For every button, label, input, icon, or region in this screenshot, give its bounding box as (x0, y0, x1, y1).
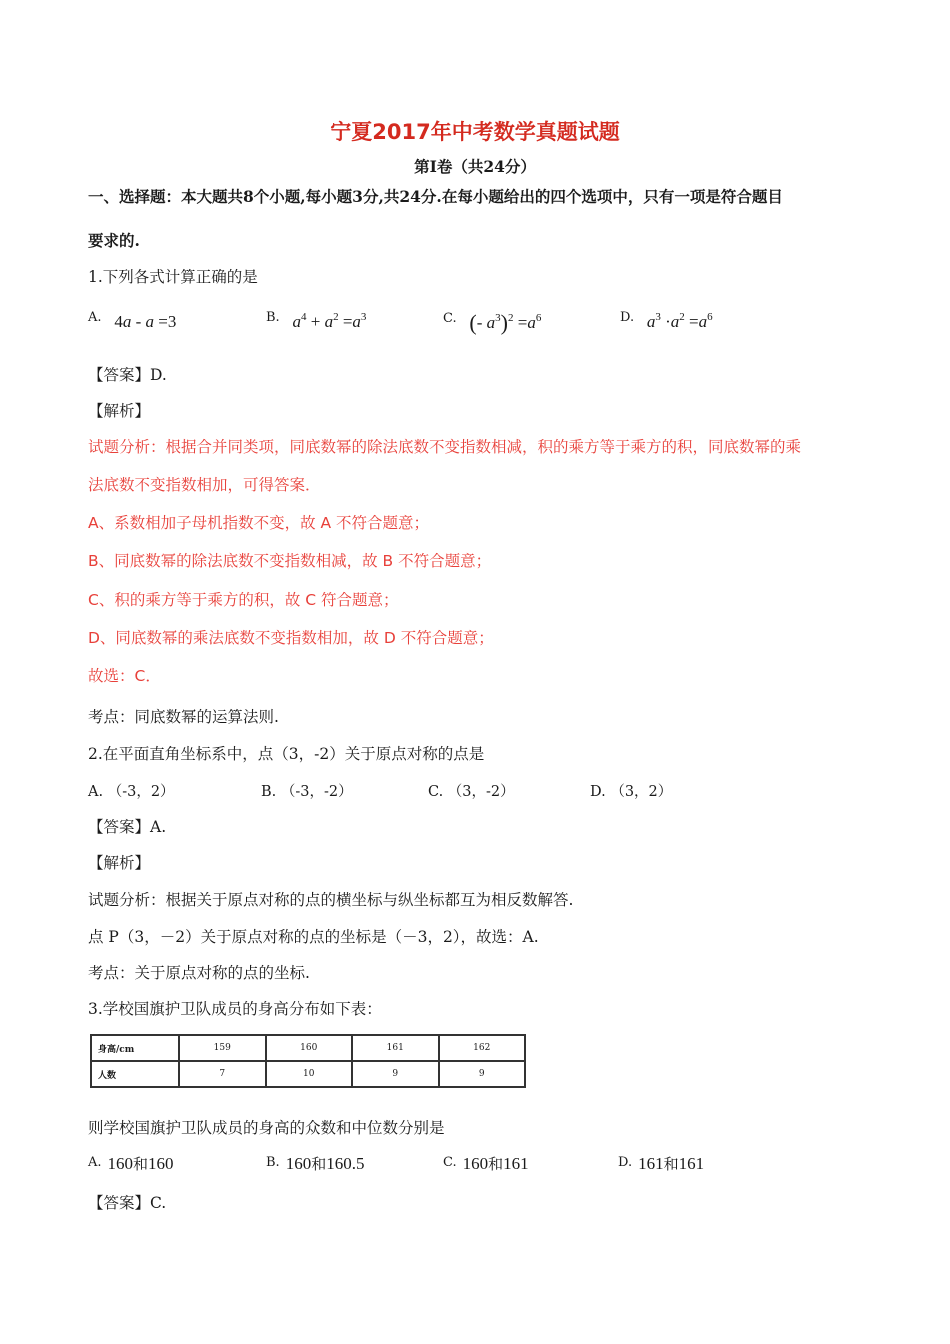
option-tag: C. (443, 311, 457, 326)
q2-answer: 【答案】A. (88, 818, 167, 836)
q2-analysis-line: 点 P（3，－2）关于原点对称的点的坐标是（－3，2），故选：A. (88, 928, 539, 946)
option-value: 161 (638, 1154, 664, 1173)
q2-analysis-line: 试题分析：根据关于原点对称的点的横坐标与纵坐标都互为相反数解答. (88, 891, 574, 909)
q1-analysis-line: 试题分析：根据合并同类项，同底数幂的除法底数不变指数相减，积的乘方等于乘方的积，同底数幂的乘 (88, 438, 802, 456)
formula: 4a - a =3 (114, 312, 177, 331)
option-tag: A. (88, 310, 102, 325)
option-tag: A. (88, 1155, 102, 1170)
q1-answer: 【答案】D. (88, 366, 167, 384)
formula: $a^3 \cdot a^2 =a^6$ (646, 311, 713, 331)
q1-option-a (88, 310, 176, 332)
section-heading: 一、选择题：本大题共8个小题,每小题3分,共24分.在每小题给出的四个选项中，只有一项是符合题目 (88, 187, 783, 206)
option-value: 160 (285, 1154, 312, 1173)
option-and: 和 (311, 1155, 327, 1173)
q1-option-d (620, 310, 713, 332)
table-cell: 9 (439, 1061, 526, 1087)
formula: (- $a^3)^2 =a^6$ (469, 310, 542, 335)
section-heading-cont: 要求的. (88, 231, 140, 250)
table-cell: 161 (352, 1035, 439, 1061)
table-cell: 10 (266, 1061, 353, 1087)
option-value: 160 (462, 1154, 489, 1173)
q1-analysis-line: 法底数不变指数相加，可得答案． (88, 476, 321, 494)
option-value: 161 (503, 1154, 529, 1173)
table-row (91, 1035, 525, 1061)
q2-analysis-label: 【解析】 (88, 854, 151, 872)
table-cell: 人数 (91, 1061, 179, 1087)
q3-option-a (88, 1153, 174, 1174)
option-tag: B. (266, 1155, 280, 1170)
q2-option-d: D. （3，2） (590, 784, 673, 800)
option-and: 和 (663, 1155, 679, 1173)
q1-kaodian: 考点：同底数幂的运算法则. (88, 708, 279, 726)
q1-choice: 故选：C． (88, 667, 161, 685)
q3-option-d (618, 1153, 704, 1174)
q1-analysis-a: A、系数相加子母机指数不变，故 A 不符合题意； (88, 514, 430, 532)
q1-stem: 1.下列各式计算正确的是 (88, 268, 258, 286)
table-cell: 159 (179, 1035, 266, 1061)
table-cell: 7 (179, 1061, 266, 1087)
option-and: 和 (133, 1155, 149, 1173)
q2-option-b: B. （-3，-2） (261, 784, 353, 800)
option-value: 161 (678, 1154, 705, 1173)
q3-option-b (266, 1153, 364, 1174)
q3-stem: 3.学校国旗护卫队成员的身高分布如下表： (88, 1000, 382, 1018)
q2-option-c: C. （3，-2） (428, 784, 515, 800)
q2-stem: 2.在平面直角坐标系中，点（3，-2）关于原点对称的点是 (88, 745, 485, 763)
q1-analysis-b: B、同底数幂的除法底数不变指数相减，故 B 不符合题意； (88, 552, 492, 570)
table-cell: 9 (352, 1061, 439, 1087)
option-tag: D. (618, 1155, 633, 1170)
option-value: 160 (148, 1154, 174, 1173)
q2-option-a: A. （-3，2） (88, 784, 175, 800)
q1-analysis-d: D、同底数幂的乘法底数不变指数相加，故 D 不符合题意； (88, 629, 494, 647)
option-tag: D. (620, 310, 635, 325)
q1-option-c (443, 310, 541, 336)
table-row (91, 1061, 525, 1087)
table-cell: 身高/cm (91, 1035, 179, 1061)
page-title: 宁夏2017年中考数学真题试题 (330, 120, 620, 144)
q2-kaodian: 考点：关于原点对称的点的坐标. (88, 964, 310, 982)
q1-analysis-c: C、积的乘方等于乘方的积，故 C 符合题意； (88, 591, 399, 609)
q3-option-c (443, 1153, 529, 1174)
q1-analysis-label: 【解析】 (88, 402, 151, 420)
page-subtitle: 第Ⅰ卷（共24分） (414, 157, 536, 176)
q3-answer: 【答案】C. (88, 1194, 167, 1212)
table-cell: 160 (266, 1035, 353, 1061)
q3-question: 则学校国旗护卫队成员的身高的众数和中位数分别是 (88, 1119, 445, 1137)
table-cell: 162 (439, 1035, 526, 1061)
option-tag: C. (443, 1155, 457, 1170)
formula: $a^4 + a^2 =a^3$ (292, 311, 367, 331)
height-table (90, 1034, 526, 1088)
option-tag: B. (266, 310, 280, 325)
option-value: 160.5 (326, 1154, 365, 1173)
q1-option-b (266, 310, 366, 332)
option-and: 和 (488, 1155, 504, 1173)
option-value: 160 (107, 1154, 134, 1173)
